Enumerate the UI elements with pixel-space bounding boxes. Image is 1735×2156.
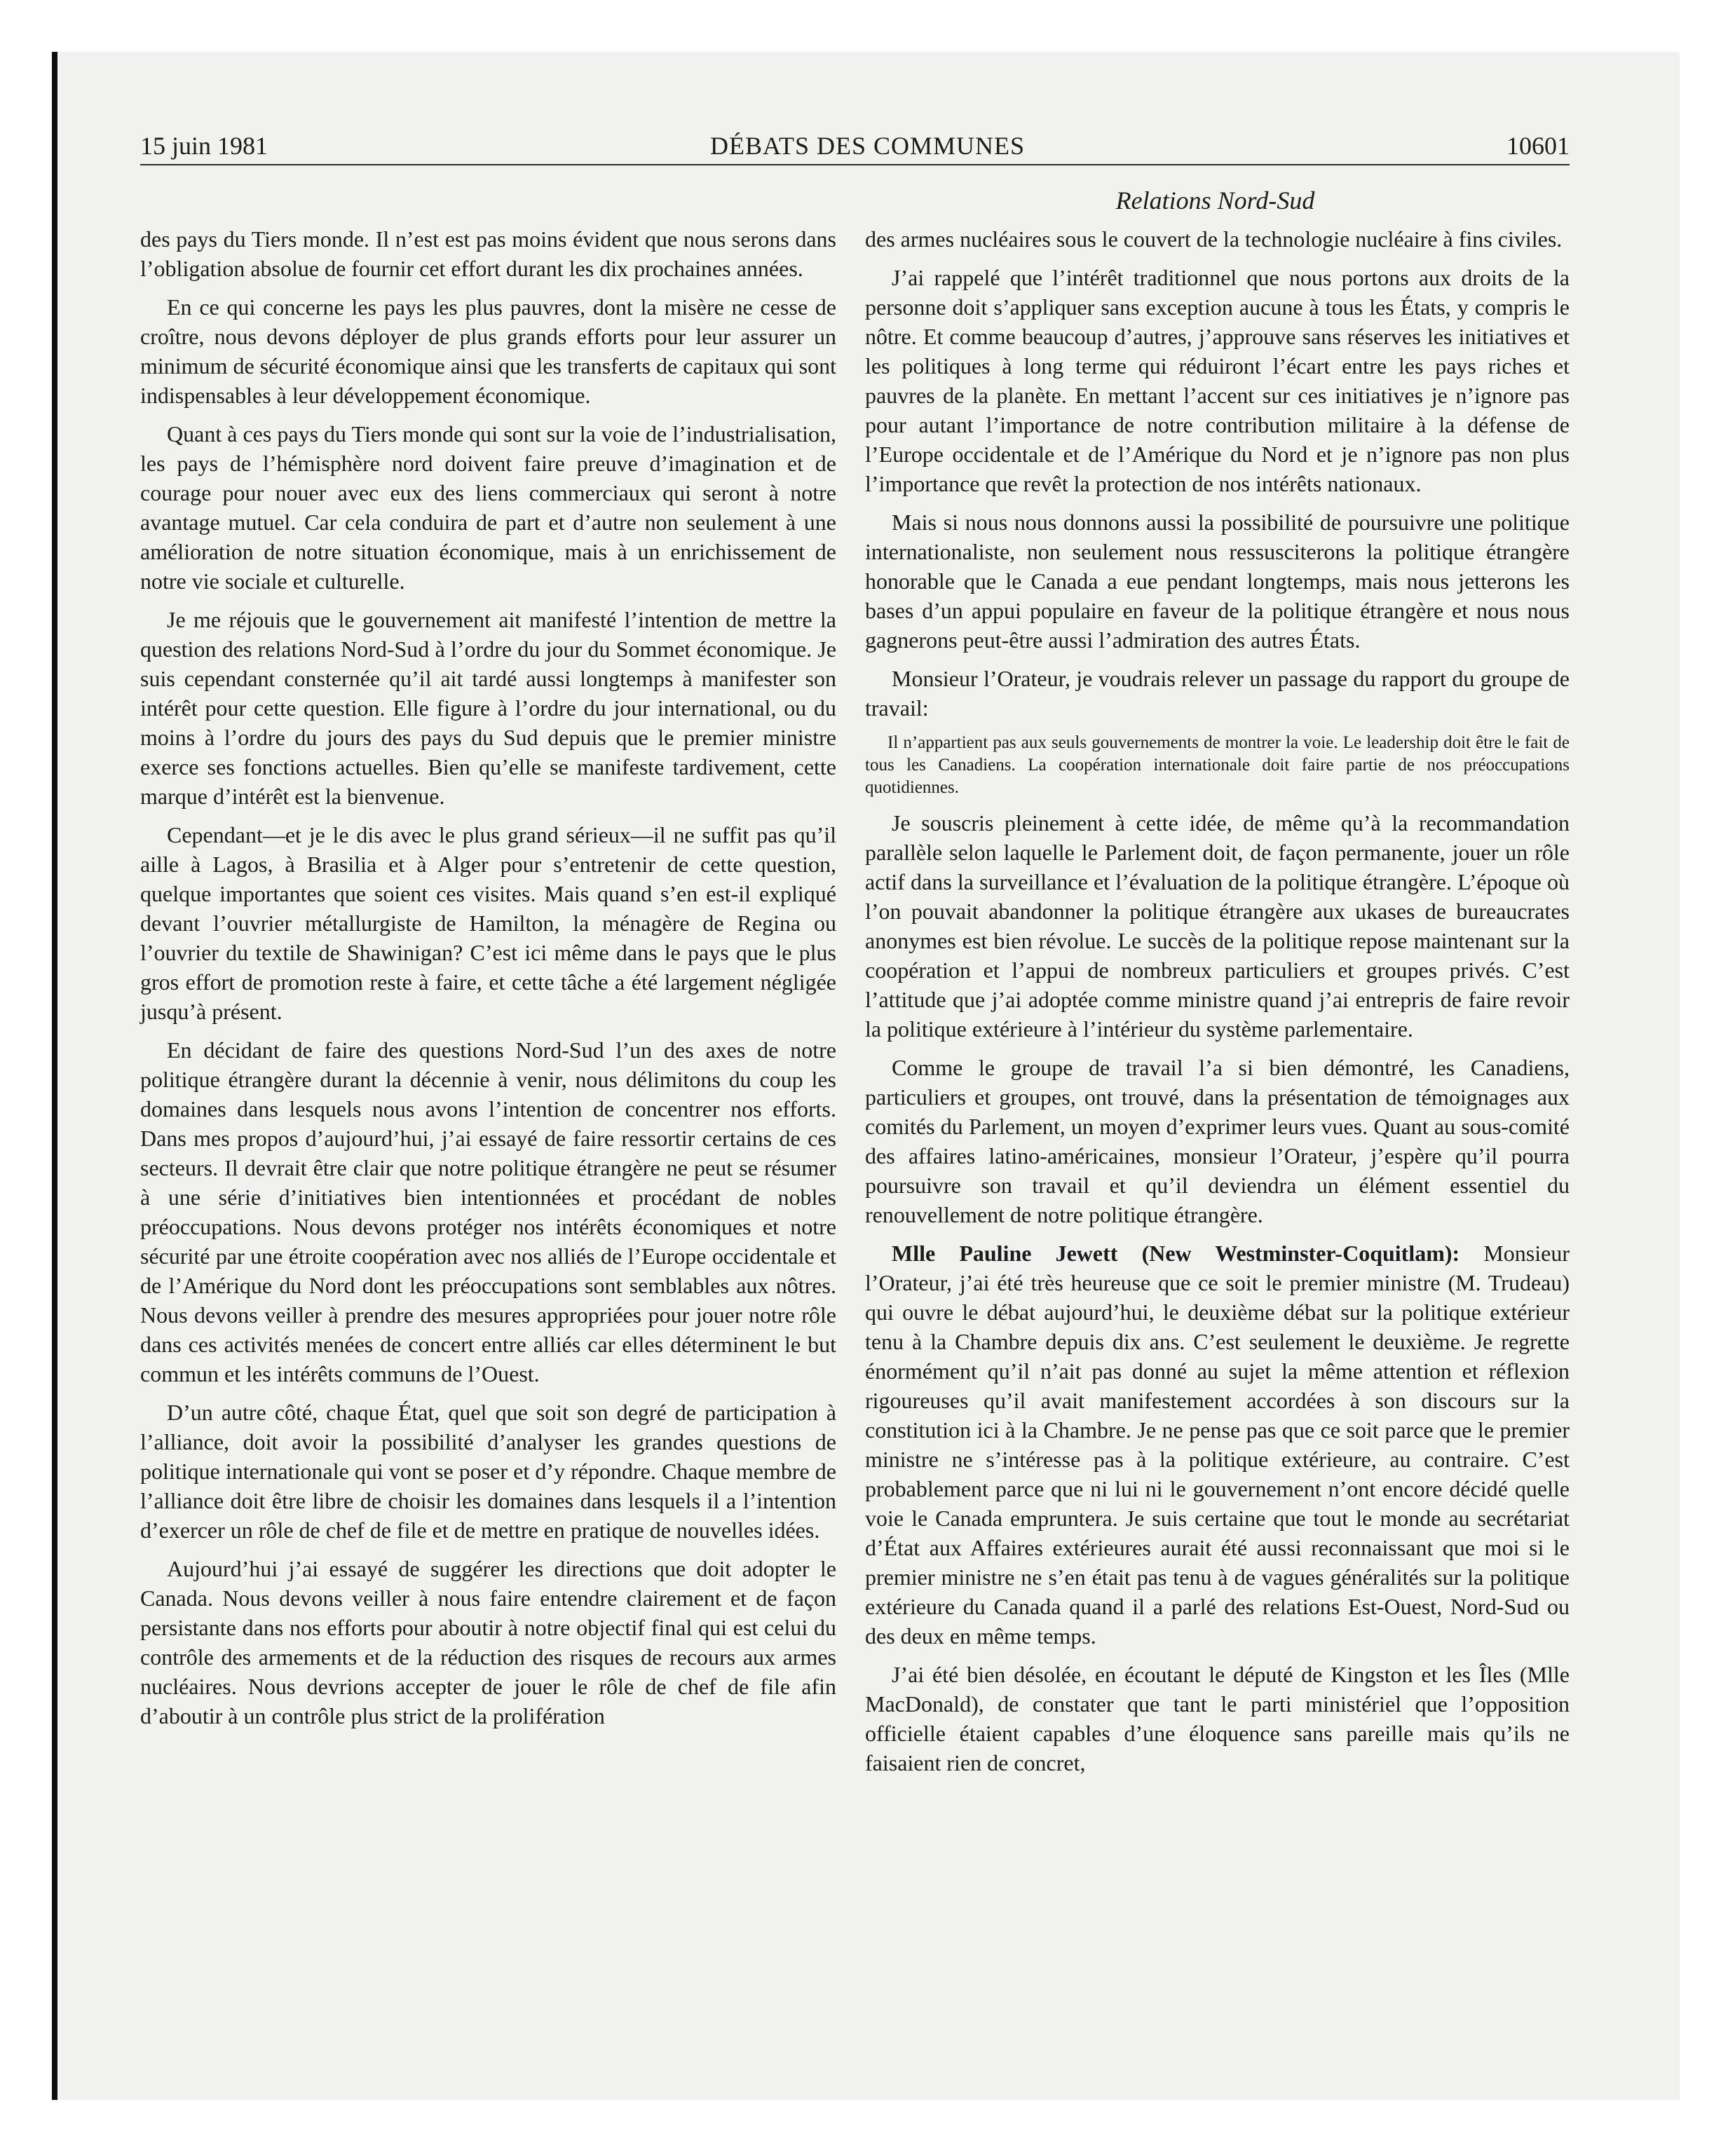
- paragraph: Cependant—et je le dis avec le plus grand sérieux—il ne suffit pas qu’il aille à Lagos, à Brasilia et à Alger pour s’entretenir de cette question, quelque importantes que soient ces visites. Mais quand s’en est-il expliqué devant l’ouvrier métallurgiste de Hamilton, la ménagère de Regina ou l’ouvrier du textile de Shawinigan? C’est ici même dans le pays que le plus gros effort de promotion reste à faire, et cette tâche a été largement négligée jusqu’à présent.: [140, 822, 836, 1024]
- paragraph: des armes nucléaires sous le couvert de la technologie nucléaire à fins civiles.: [865, 226, 1563, 252]
- report-quotation: Il n’appartient pas aux seuls gouvernements de montrer la voie. Le leadership doit être le fait de tous les Canadiens. La coopération internationale doit faire partie de nos préoccupations quotidiennes.: [865, 733, 1570, 797]
- paragraph: Mais si nous nous donnons aussi la possibilité de poursuivre une politique internationaliste, non seulement nous ressusciterons la politique étrangère honorable que le Canada a eue pendant longtemps, mais nous jetterons les bases d’un appui populaire en faveur de la politique étrangère et nous nous gagnerons peut-être aussi l’admiration des autres États.: [865, 510, 1570, 653]
- right-column: [865, 224, 1570, 1778]
- paragraph: Comme le groupe de travail l’a si bien démontré, les Canadiens, particuliers et groupes, ont trouvé, dans la présentation de témoignages aux comités du Parlement, un moyen d’exprimer leurs vues. Quant au sous-comité des affaires latino-américaines, monsieur l’Orateur, j’espère qu’il pourra poursuivre son travail et qu’il deviendra un élément essentiel du renouvellement de notre politique étrangère.: [865, 1055, 1570, 1227]
- paragraph: J’ai rappelé que l’intérêt traditionnel que nous portons aux droits de la personne doit s’appliquer sans exception aucune à tous les États, y compris le nôtre. Et comme beaucoup d’autres, j’approuve sans réserves les initiatives et les politiques à long terme qui réduiront l’écart entre les pays riches et pauvres de la planète. En mettant l’accent sur ces initiatives je n’ignore pas pour autant l’importance de notre contribution militaire à la défense de l’Europe occidentale et de l’Amérique du Nord et je n’ignore pas non plus l’importance que revêt la protection de nos intérêts nationaux.: [865, 265, 1570, 496]
- header-rule: [140, 164, 1570, 165]
- paragraph: Je me réjouis que le gouvernement ait manifesté l’intention de mettre la question des relations Nord-Sud à l’ordre du jour du Sommet économique. Je suis cependant consternée qu’il ait tardé aussi longtemps à manifester son intérêt pour cette question. Elle figure à l’ordre du jour international, ou du moins à l’ordre du jours des pays du Sud depuis que le premier ministre exerce ses fonctions actuelles. Bien qu’elle se manifeste tardivement, cette marque d’intérêt est la bienvenue.: [140, 607, 836, 809]
- paragraph: En ce qui concerne les pays les plus pauvres, dont la misère ne cesse de croître, nous devons déployer de plus grands efforts pour leur assurer un minimum de sécurité économique ainsi que les transferts de capitaux qui sont indispensables à leur développement économique.: [140, 294, 836, 408]
- header-date: 15 juin 1981: [140, 132, 268, 160]
- paragraph: des pays du Tiers monde. Il n’est est pas moins évident que nous serons dans l’obligation absolue de fournir cet effort durant les dix prochaines années.: [140, 226, 836, 281]
- page-number: 10601: [1506, 132, 1570, 160]
- speech-text: Monsieur l’Orateur, j’ai été très heureuse que ce soit le premier ministre (M. Trudeau) qui ouvre le débat aujourd’hui, le deuxième débat sur la politique extérieur tenu à la Chambre depuis dix ans. C’est seulement le deuxième. Je regrette énormément qu’il n’ait pas donné au sujet la même attention et réflexion rigoureuses qu’il avait manifestement accordées à son discours sur la constitution ici à la Chambre. Je ne pense pas que ce soit parce que le premier ministre ne s’intéresse pas à la politique extérieure, au contraire. C’est probablement parce que ni lui ni le gouvernement n’ont encore décidé quelle voie le Canada empruntera. Je suis certaine que tout le monde au secrétariat d’État aux Affaires extérieures aurait été aussi reconnaissant que moi si le premier ministre ne s’en était pas tenu à de vagues généralités sur la politique extérieure du Canada quand il a parlé des relations Est-Ouest, Nord-Sud ou des deux en même temps.: [865, 1241, 1570, 1649]
- paragraph: D’un autre côté, chaque État, quel que soit son degré de participation à l’alliance, doit avoir la possibilité d’analyser les grandes questions de politique internationale qui vont se poser et d’y répondre. Chaque membre de l’alliance doit être libre de choisir les domaines dans lesquels il a l’intention d’exercer un rôle de chef de file et de mettre en pratique de nouvelles idées.: [140, 1400, 836, 1543]
- speaker-name: Mlle Pauline Jewett (New Westminster-Coquitlam):: [892, 1241, 1460, 1266]
- running-head: Relations Nord-Sud: [1115, 186, 1315, 214]
- paragraph: Aujourd’hui j’ai essayé de suggérer les directions que doit adopter le Canada. Nous devons veiller à nous faire entendre clairement et de façon persistante dans nos efforts pour aboutir à notre objectif final qui est celui du contrôle des armements et de la réduction des risques de recours aux armes nucléaires. Nous devrions accepter de jouer le rôle de chef de file afin d’aboutir à un contrôle plus strict de la prolifération: [140, 1556, 836, 1728]
- header-title: DÉBATS DES COMMUNES: [709, 132, 1026, 160]
- paragraph: En décidant de faire des questions Nord-Sud l’un des axes de notre politique étrangère durant la décennie à venir, nous délimitons du coup les domaines dans lesquels nous avons l’intention de concentrer nos efforts. Dans mes propos d’aujourd’hui, j’ai essayé de faire ressortir certains de ces secteurs. Il devrait être clair que notre politique étrangère ne peut se résumer à une série d’initiatives bien intentionnées et procédant de nobles préoccupations. Nous devons protéger nos intérêts économiques et notre sécurité par une étroite coopération avec nos alliés de l’Europe occidentale et de l’Amérique du Nord dont les préoccupations sont semblables aux nôtres. Nous devons veiller à prendre des mesures appropriées pour jouer notre rôle dans ces activités menées de concert entre alliés car elles déterminent le but commun et les intérêts communs de l’Ouest.: [140, 1037, 836, 1386]
- paragraph: Je souscris pleinement à cette idée, de même qu’à la recommandation parallèle selon laquelle le Parlement doit, de façon permanente, jouer un rôle actif dans la surveillance et l’évaluation de la politique étrangère. L’époque où l’on pouvait abandonner la politique étrangère aux ukases de bureaucrates anonymes est bien révolue. Le succès de la politique repose maintenant sur la coopération et l’appui de nombreux particuliers et groupes privés. C’est l’attitude que j’ai adoptée comme ministre quand j’ai entrepris de faire revoir la politique extérieure à l’intérieur du système parlementaire.: [865, 810, 1570, 1042]
- paragraph: Quant à ces pays du Tiers monde qui sont sur la voie de l’industrialisation, les pays de l’hémisphère nord doivent faire preuve d’imagination et de courage pour nouer avec eux des liens commerciaux qui seront à notre avantage mutuel. Car cela conduira de part et d’autre non seulement à une amélioration de notre situation économique, mais à un enrichissement de notre vie sociale et culturelle.: [140, 421, 836, 594]
- speech-paragraph: [865, 1239, 1570, 1651]
- paragraph: J’ai été bien désolée, en écoutant le député de Kingston et les Îles (Mlle MacDonald), de constater que tant le parti ministériel que l’opposition officielle étaient capables d’une éloquence sans pareille mais qu’ils ne faisaient rien de concret,: [865, 1662, 1570, 1775]
- binding-edge: [52, 52, 57, 2100]
- paragraph: Monsieur l’Orateur, je voudrais relever un passage du rapport du groupe de travail:: [865, 666, 1570, 721]
- left-column: [140, 224, 836, 1731]
